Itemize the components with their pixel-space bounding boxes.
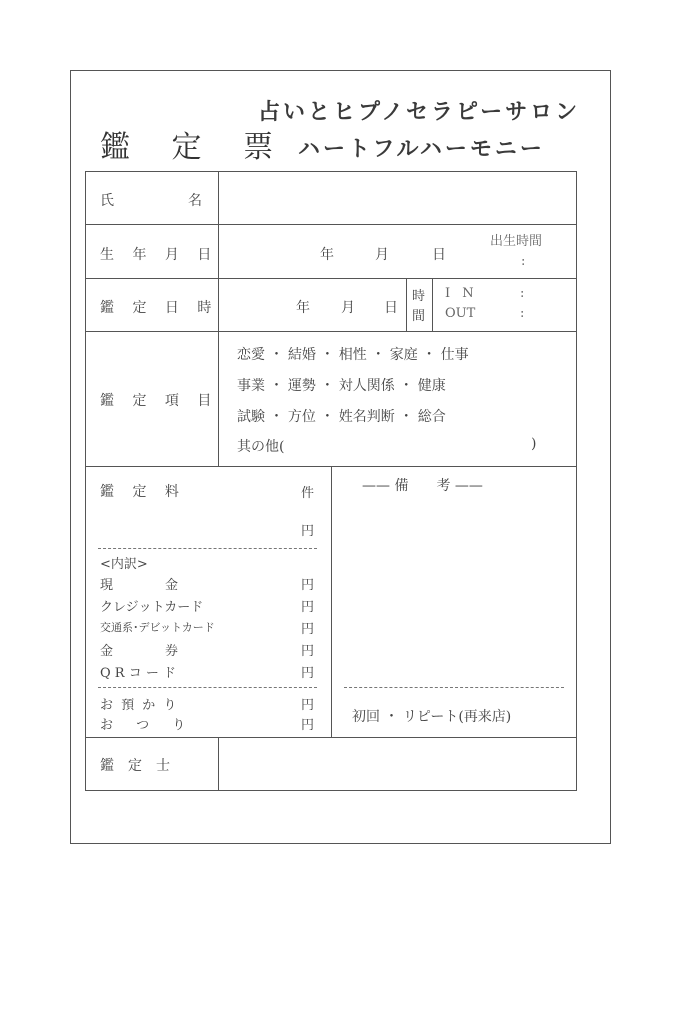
deposit-unit: 円 — [301, 698, 315, 713]
breakdown-qr-unit: 円 — [301, 666, 315, 681]
appraiser-field[interactable] — [220, 739, 575, 789]
dashed-divider — [98, 687, 317, 688]
row-divider — [85, 278, 577, 279]
breakdown-cash-label: 現 金 — [100, 578, 179, 593]
breakdown-cash-unit: 円 — [301, 578, 315, 593]
birth-year-unit: 年 — [320, 247, 334, 263]
breakdown-transit-debit-label: 交通系･デビットカード — [100, 621, 215, 634]
breakdown-qr-label: Q R コ ー ド — [100, 666, 176, 681]
item-options-line[interactable]: 事業 ・ 運勢 ・ 対人関係 ・ 健康 — [237, 378, 446, 394]
item-options-line[interactable]: 試験 ・ 方位 ・ 姓名判断 ・ 総合 — [237, 409, 446, 425]
birth-time-label: 出生時間 — [490, 234, 543, 249]
item-options-line[interactable]: 恋愛 ・ 結婚 ・ 相性 ・ 家庭 ・ 仕事 — [237, 347, 469, 363]
breakdown-voucher-unit: 円 — [301, 644, 315, 659]
session-day-unit: 日 — [384, 300, 398, 316]
name-label: 氏 — [100, 193, 114, 209]
in-time-label: I N — [445, 286, 478, 301]
breakdown-credit-unit: 円 — [301, 600, 315, 615]
session-year-unit: 年 — [296, 300, 310, 316]
fee-notes-divider — [331, 466, 332, 738]
deposit-label: お 預 か り — [100, 698, 179, 713]
salon-name: ハートフルハーモニー — [298, 137, 545, 162]
birth-date-label: 生 年 月 日 — [100, 247, 219, 263]
fee-yen-unit: 円 — [301, 524, 315, 539]
birth-time-separator: : — [521, 254, 526, 269]
time-box-label: 間 — [412, 309, 426, 324]
name-field[interactable] — [220, 173, 575, 223]
time-box-label: 時 — [412, 289, 426, 304]
in-time-separator: : — [520, 286, 525, 301]
time-box-divider — [432, 278, 433, 332]
dashed-divider — [344, 687, 564, 688]
breakdown-voucher-label: 金 券 — [100, 644, 179, 659]
change-unit: 円 — [301, 718, 315, 733]
out-time-separator: : — [520, 306, 525, 321]
out-time-label: OUT — [445, 306, 476, 321]
breakdown-credit-label: クレジットカード — [100, 600, 204, 615]
label-column-divider — [218, 171, 219, 467]
fee-label: 鑑 定 料 — [100, 484, 186, 500]
appraisal-items-label: 鑑 定 項 目 — [100, 393, 219, 409]
dashed-divider — [98, 548, 317, 549]
birth-day-unit: 日 — [432, 247, 446, 263]
appraiser-label: 鑑 定 士 — [100, 758, 170, 774]
other-item-label[interactable]: 其の他( — [237, 439, 285, 455]
count-unit: 件 — [301, 486, 315, 501]
salon-subtitle: 占いとヒプノセラピーサロン — [258, 100, 581, 125]
notes-label: —— 備 考 —— — [362, 478, 483, 494]
breakdown-label: <内訳> — [100, 557, 148, 572]
session-month-unit: 月 — [341, 300, 355, 316]
visit-type-options[interactable]: 初回 ・ リピート(再来店) — [352, 709, 512, 725]
session-date-label: 鑑 定 日 時 — [100, 300, 219, 316]
other-item-close: ) — [531, 436, 537, 452]
change-label: お つ り — [100, 718, 188, 733]
page-title: 鑑 定 票 — [100, 130, 290, 165]
birth-month-unit: 月 — [375, 247, 389, 263]
time-box-divider — [406, 278, 407, 332]
name-label: 名 — [188, 193, 202, 209]
breakdown-transit-debit-unit: 円 — [301, 622, 315, 637]
row-divider — [85, 331, 577, 332]
row-divider — [85, 224, 577, 225]
label-column-divider — [218, 737, 219, 791]
notes-field[interactable] — [334, 500, 575, 683]
